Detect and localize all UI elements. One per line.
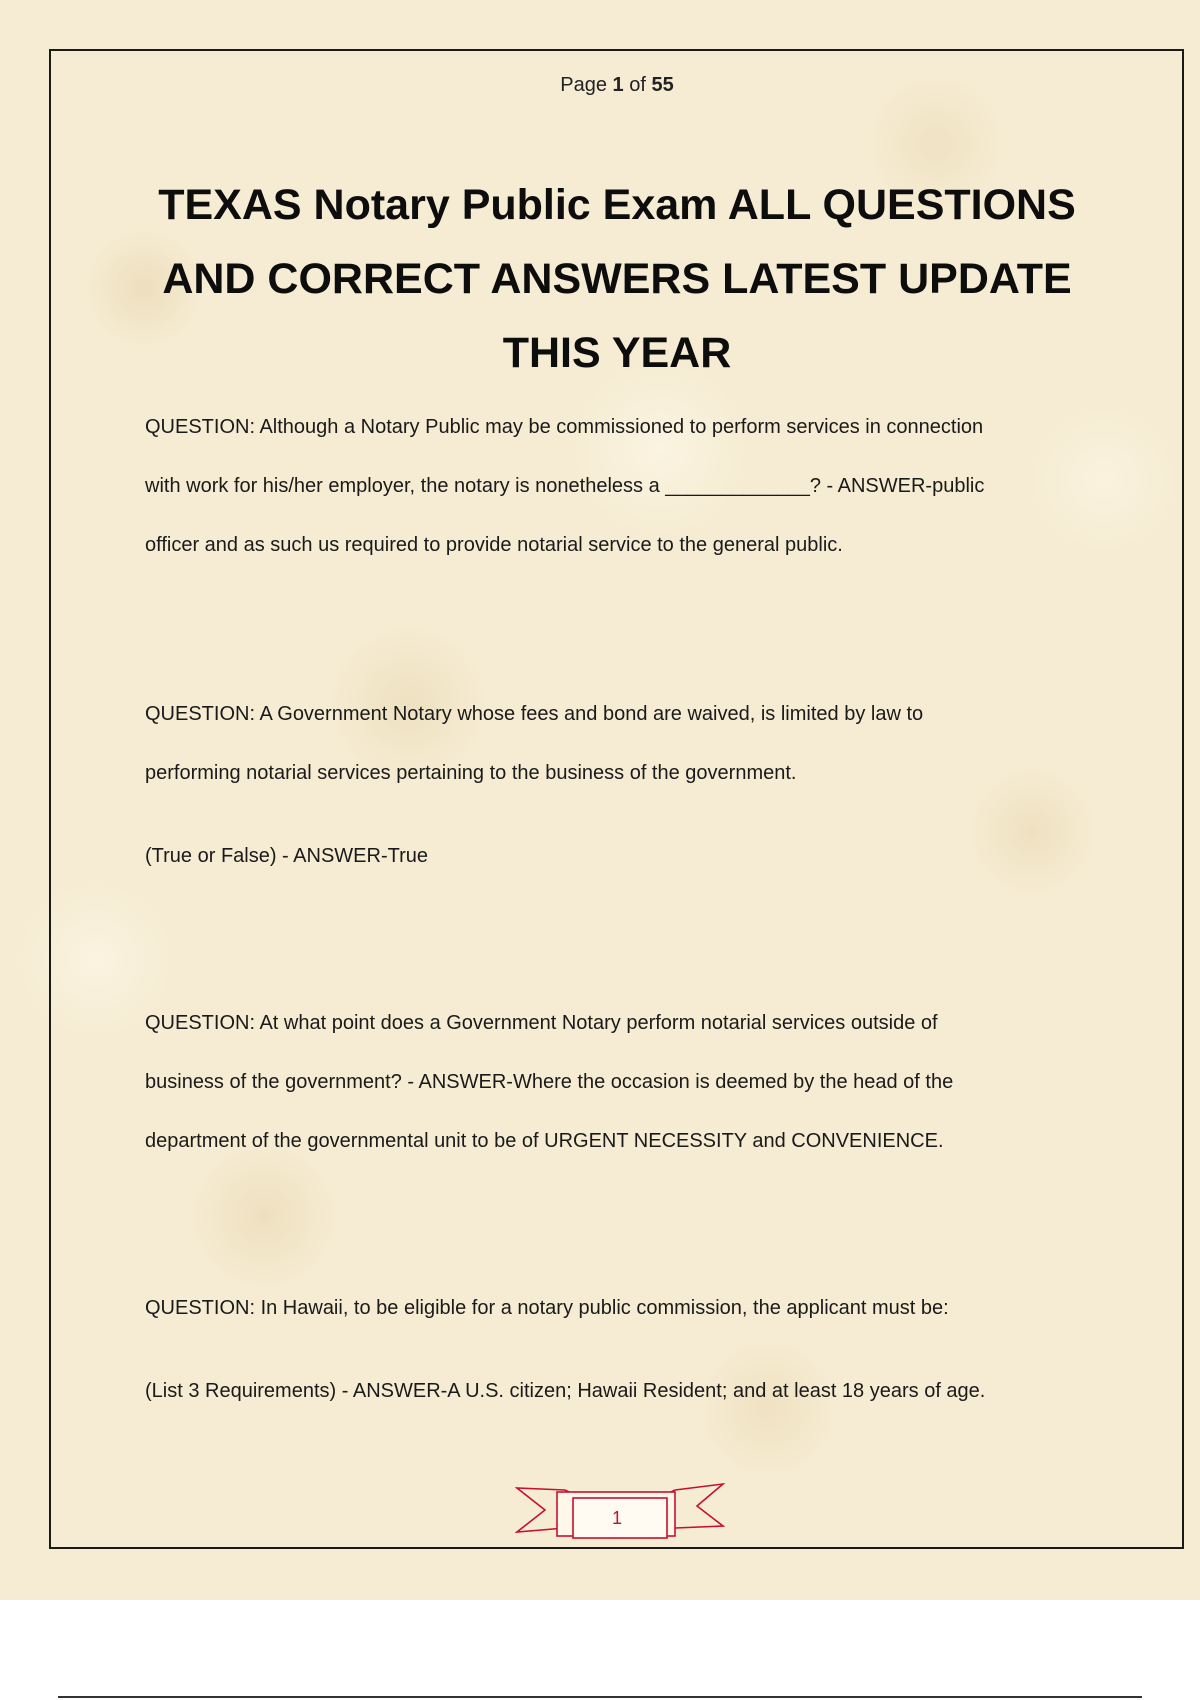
qa-1-line-1: QUESTION: Although a Notary Public may be commissioned to perform services in connection [145, 416, 984, 438]
title-line-3: THIS YEAR [502, 329, 732, 377]
page-counter [0, 74, 1200, 97]
title-line-1: TEXAS Notary Public Exam ALL QUESTIONS [158, 181, 1076, 229]
footer-page-number: 1 [611, 1508, 622, 1528]
qa-2-line-3: (True or False) - ANSWER-True [145, 845, 428, 867]
qa-1-line-3: officer and as such us required to provide notarial service to the general public. [145, 534, 843, 556]
page-counter-mid: of [623, 74, 652, 96]
page-counter-prefix: Page [560, 74, 613, 96]
bottom-divider [58, 1696, 1142, 1698]
page-counter-total: 55 [651, 74, 674, 96]
qa-3-line-1: QUESTION: At what point does a Government Notary perform notarial services outside of [145, 1012, 938, 1034]
qa-3-line-3: department of the governmental unit to be of URGENT NECESSITY and CONVENIENCE. [145, 1130, 944, 1152]
qa-4-line-2: (List 3 Requirements) - ANSWER-A U.S. citizen; Hawaii Resident; and at least 18 years of age. [145, 1380, 986, 1402]
qa-2-line-1: QUESTION: A Government Notary whose fees and bond are waived, is limited by law to [145, 703, 924, 725]
qa-2-line-2: performing notarial services pertaining to the business of the government. [145, 762, 797, 784]
title-line-2: AND CORRECT ANSWERS LATEST UPDATE [162, 255, 1072, 303]
document-title [140, 168, 1094, 390]
page-counter-current: 1 [612, 74, 624, 96]
qa-4-line-1: QUESTION: In Hawaii, to be eligible for a notary public commission, the applicant must be: [145, 1297, 949, 1319]
qa-1-line-2: with work for his/her employer, the notary is nonetheless a _____________? - ANSWER-public [145, 475, 985, 497]
qa-3-line-2: business of the government? - ANSWER-Where the occasion is deemed by the head of the [145, 1071, 954, 1093]
